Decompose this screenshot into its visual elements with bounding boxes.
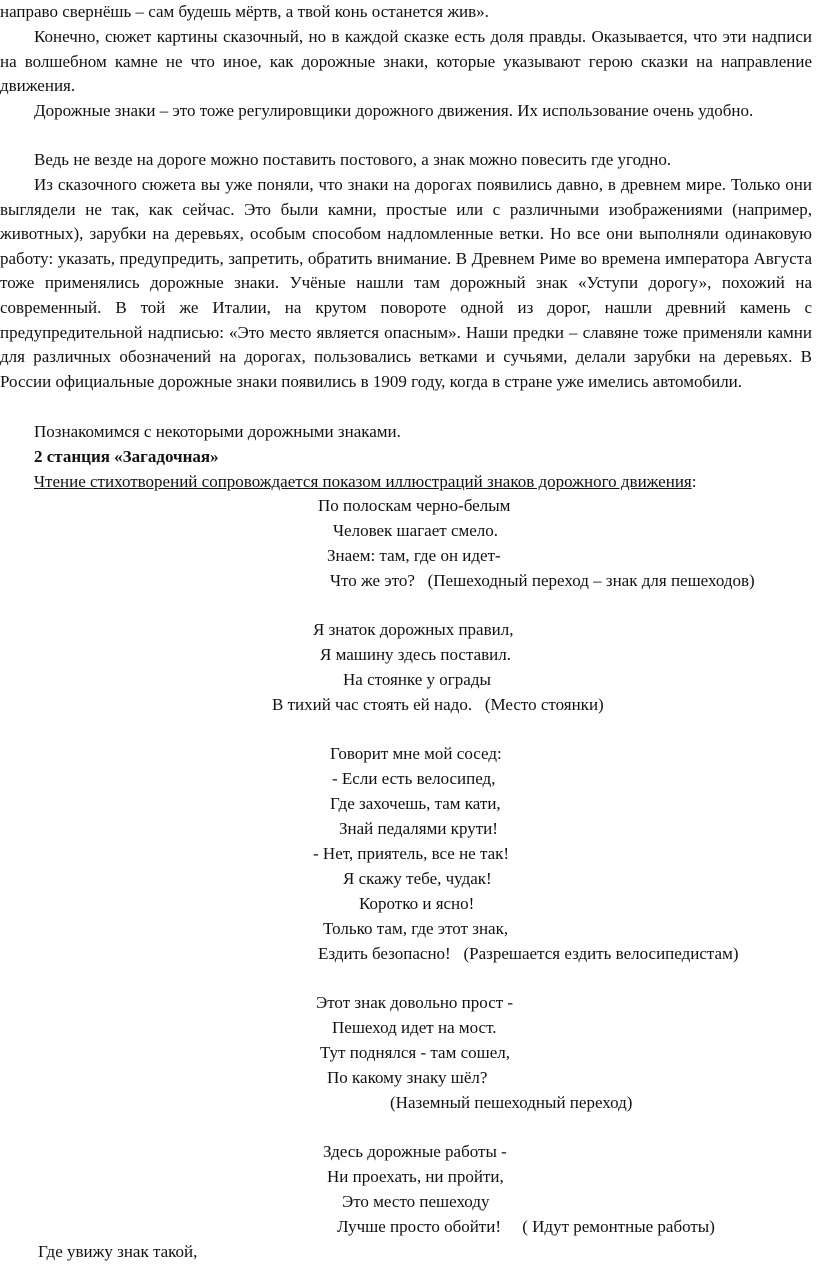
poem-4-line-1: Этот знак довольно прост - [316, 993, 514, 1012]
poem-2-line-3: На стоянке у ограды [343, 670, 491, 689]
poem-3-line-7: Коротко и ясно! [359, 894, 475, 913]
poem-2-line-4: В тихий час стоять ей надо. (Место стоянки) [272, 695, 604, 714]
poem-2-line-1: Я знаток дорожных правил, [313, 620, 514, 639]
poem-1-line-4: Что же это? (Пешеходный переход – знак для пешеходов) [330, 571, 755, 590]
paragraph-3: Дорожные знаки – это тоже регулировщики дорожного движения. Их использование очень удобно. [34, 101, 754, 120]
poem-4-line-2: Пешеход идет на мост. [332, 1018, 497, 1037]
poem-2-line-2: Я машину здесь поставил. [320, 645, 511, 664]
poem-3-line-9: Ездить безопасно! (Разрешается ездить велосипедистам) [318, 944, 739, 963]
paragraph-5: Из сказочного сюжета вы уже поняли, что знаки на дорогах появились давно, в древнем мире. Только они выглядели не так, как сейчас. Это были камни, простые или с различными изображениями (например, животных), зарубки на деревьях, особым способом надломленные ветки. Но все они выполняли одинаковую работу: указать, предупредить, запретить, обратить внимание. В Древнем Риме во времена императора Августа тоже применялись дорожные знаки. Учёные нашли там дорожный знак «Уступи дорогу», похожий на современный. В той же Италии, на крутом повороте одной из дорог, нашли древний камень с предупредительной надписью: «Это место является опасным». Наши предки – славяне тоже применяли камни для различных обозначений на дорогах, пользовались ветками и сучьями, делали зарубки на деревьях. В России официальные дорожные знаки появились в 1909 году, когда в стране уже имелись автомобили. [0, 175, 812, 391]
poem-3-line-2: - Если есть велосипед, [332, 769, 496, 788]
poem-3-line-1: Говорит мне мой сосед: [330, 744, 502, 763]
poem-4-line-3: Тут поднялся - там сошел, [320, 1043, 511, 1062]
reading-note-text: Чтение стихотворений сопровождается показом иллюстраций знаков дорожного движения [34, 472, 692, 491]
poem-3-line-8: Только там, где этот знак, [323, 919, 509, 938]
reading-note-colon: : [691, 472, 697, 491]
poem-3-line-6: Я скажу тебе, чудак! [343, 869, 492, 888]
poem-3-line-4: Знай педалями крути! [339, 819, 498, 838]
poem-4-line-4: По какому знаку шёл? [327, 1068, 488, 1087]
paragraph-6: Познакомимся с некоторыми дорожными знаками. [34, 422, 401, 441]
poem-5-line-2: Ни проехать, ни пройти, [327, 1167, 504, 1186]
poem-1-line-1: По полоскам черно-белым [318, 496, 511, 515]
poem-3-line-3: Где захочешь, там кати, [330, 794, 501, 813]
poem-5-line-1: Здесь дорожные работы - [323, 1142, 507, 1161]
station-heading: 2 станция «Загадочная» [34, 447, 219, 466]
poem-5-line-3: Это место пешеходу [342, 1192, 490, 1211]
poem-5-line-4: Лучше просто обойти! ( Идут ремонтные работы) [337, 1217, 715, 1236]
poem-4-line-5: (Наземный пешеходный переход) [390, 1093, 633, 1112]
paragraph-1: направо свернёшь – сам будешь мёртв, а твой конь останется жив». [0, 2, 489, 21]
last-line: Где увижу знак такой, [38, 1242, 198, 1261]
paragraph-2: Конечно, сюжет картины сказочный, но в каждой сказке есть доля правды. Оказывается, что эти надписи на волшебном камне не что иное, как дорожные знаки, которые указывают герою сказки на направление движения. [0, 27, 812, 96]
poem-1-line-2: Человек шагает смело. [333, 521, 499, 540]
poem-1-line-3: Знаем: там, где он идет- [327, 546, 501, 565]
poem-3-line-5: - Нет, приятель, все не так! [313, 844, 510, 863]
paragraph-4: Ведь не везде на дороге можно поставить постового, а знак можно повесить где угодно. [34, 150, 672, 169]
reading-note [0, 470, 812, 495]
